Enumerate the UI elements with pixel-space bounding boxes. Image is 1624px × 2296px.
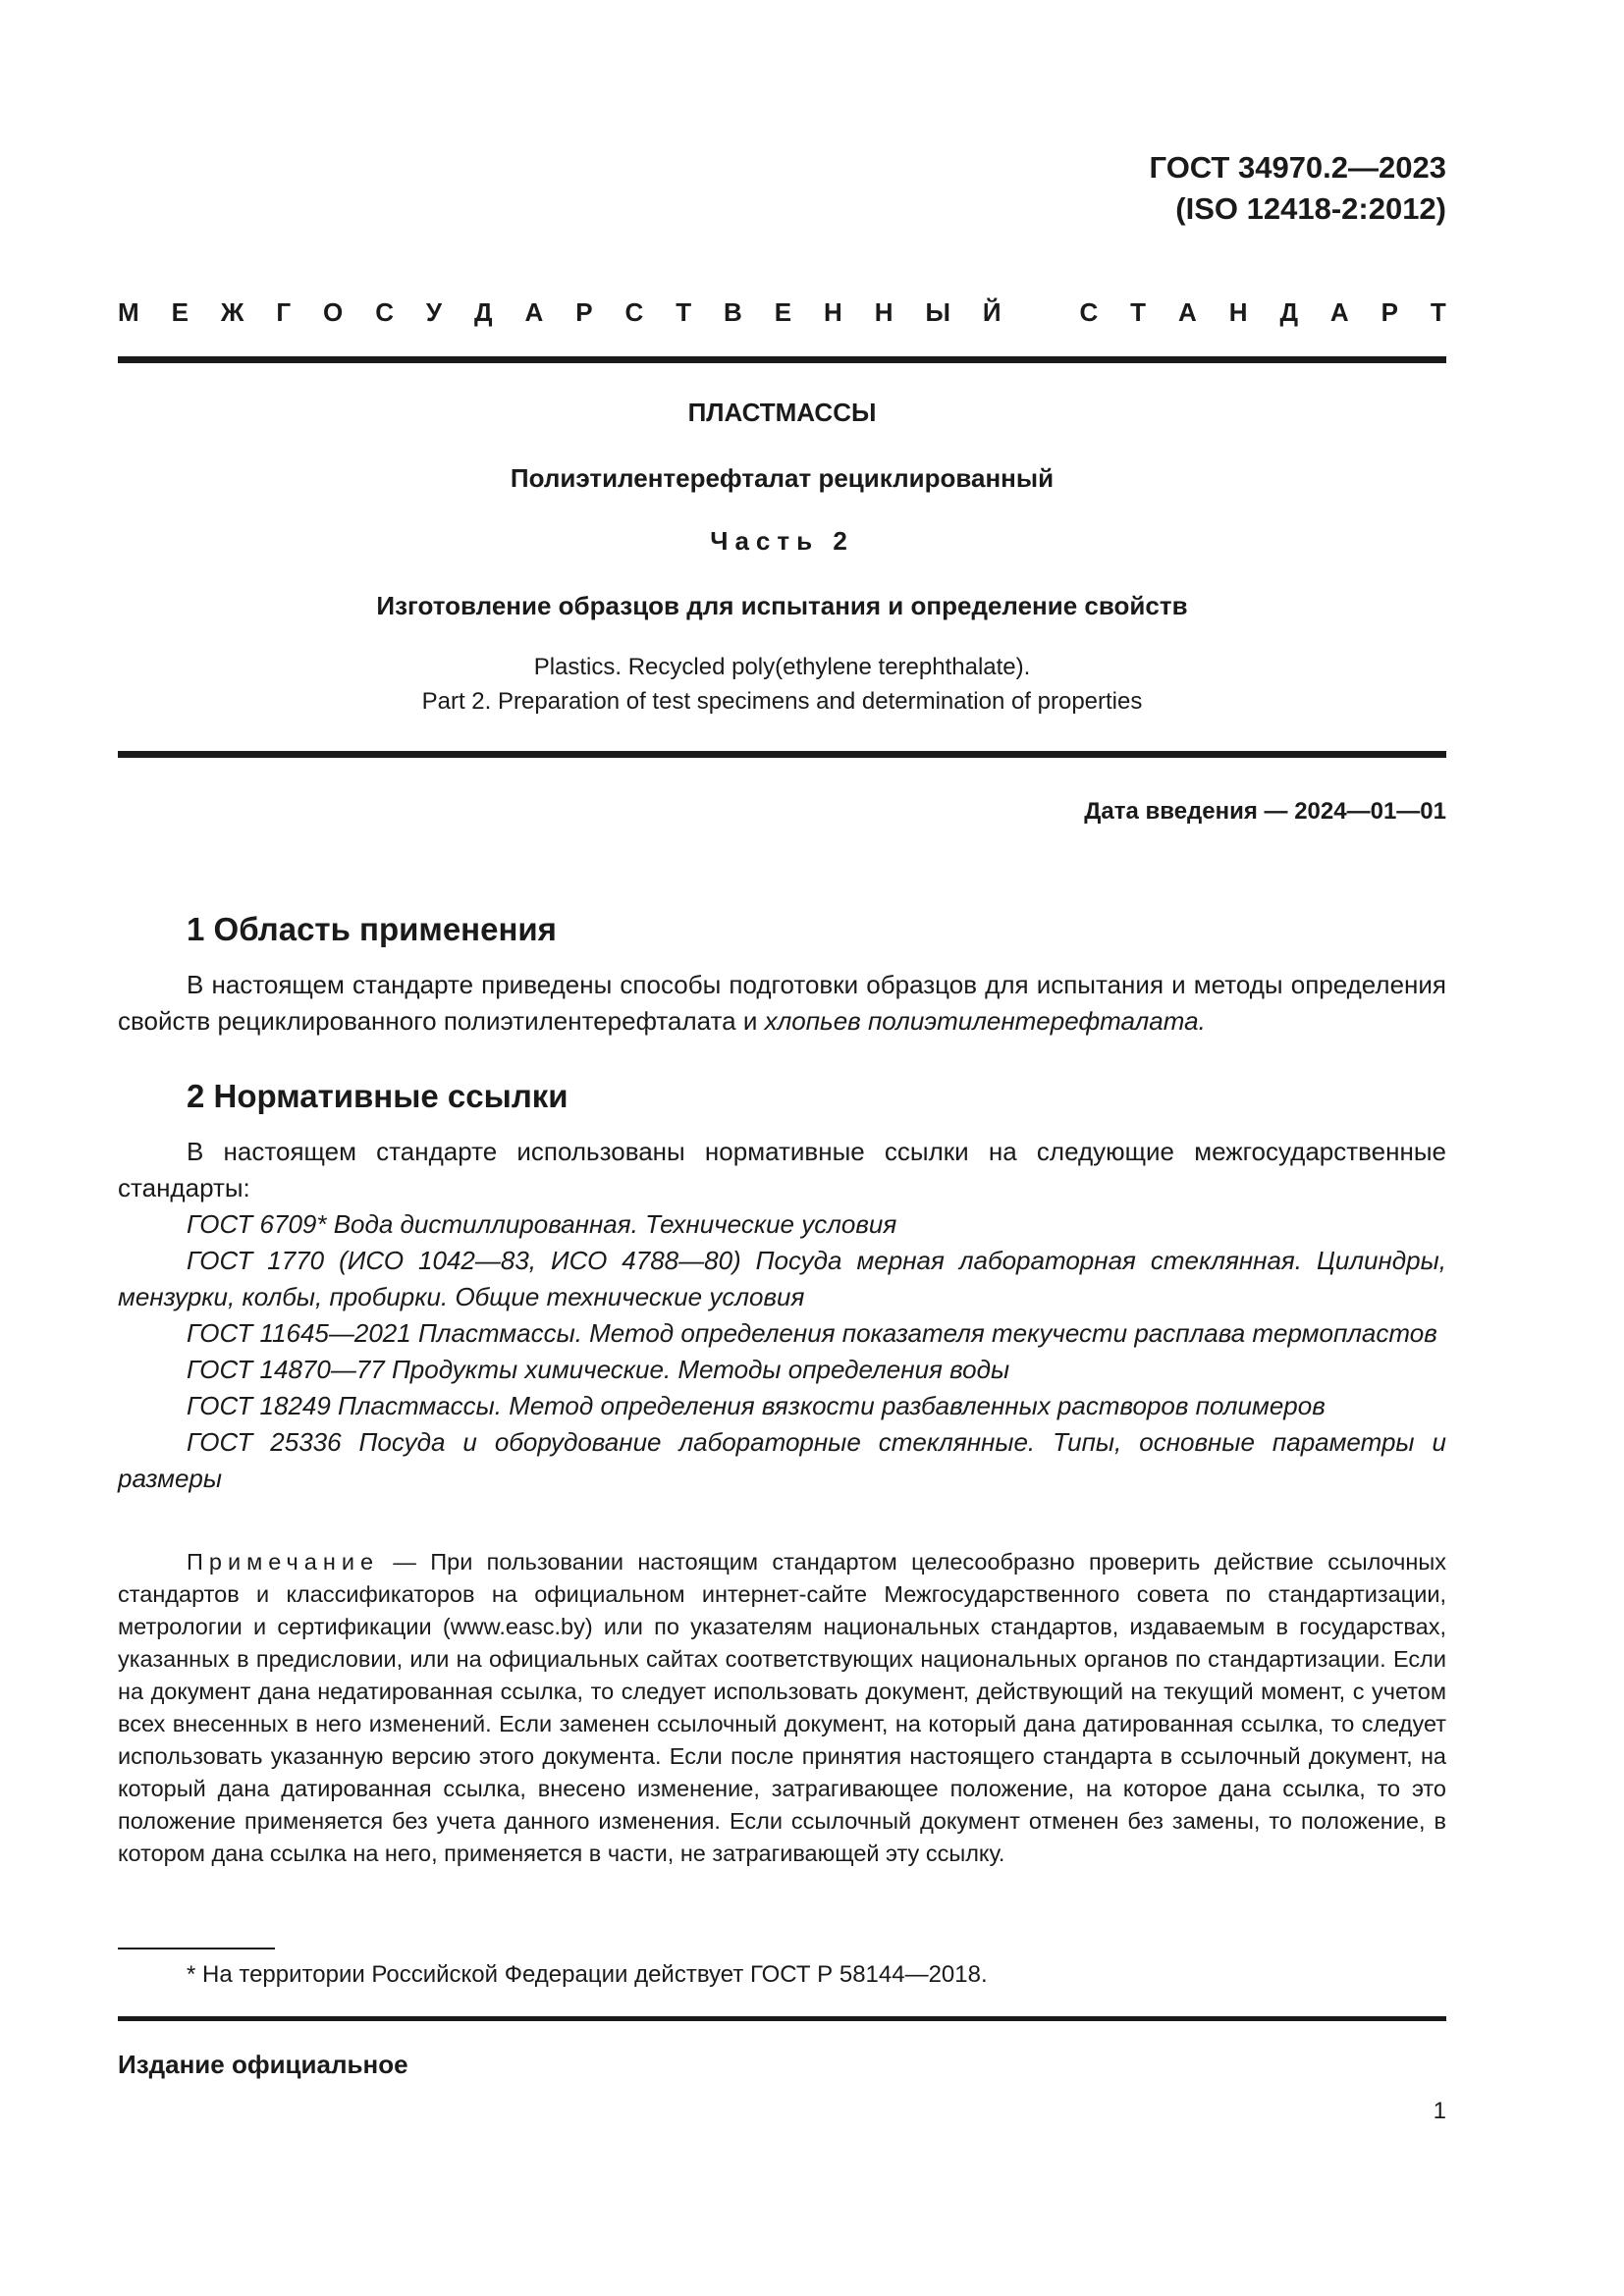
- banner-letter: С: [1079, 296, 1099, 327]
- reference-item: ГОСТ 11645—2021 Пластмассы. Метод определения показателя текучести расплава термопластов: [187, 1318, 1437, 1348]
- reference-item: ГОСТ 18249 Пластмассы. Метод определения вязкости разбавленных растворов полимеров: [187, 1391, 1326, 1420]
- interstate-standard-banner: [118, 293, 1446, 332]
- banner-letter: А: [1329, 296, 1349, 327]
- banner-letter: Ы: [925, 296, 950, 327]
- section-1-italic-text: хлопьев полиэтилентерефталата.: [764, 1006, 1206, 1036]
- banner-letter: У: [425, 296, 443, 327]
- banner-letter: Т: [1430, 296, 1446, 327]
- part-label: Часть 2: [710, 526, 854, 556]
- part-title: Изготовление образцов для испытания и определение свойств: [376, 591, 1188, 620]
- banner-letter: Н: [874, 296, 893, 327]
- page-number: 1: [1433, 2098, 1446, 2124]
- banner-letter: Н: [824, 296, 842, 327]
- banner-letter: О: [323, 296, 344, 327]
- banner-letter: Д: [474, 296, 493, 327]
- banner-letter: Й: [982, 296, 1001, 327]
- banner-letter: А: [524, 296, 544, 327]
- section-2-body: [118, 1134, 1446, 1497]
- banner-letter: М: [118, 296, 139, 327]
- banner-letter: С: [375, 296, 394, 327]
- gost-code: ГОСТ 34970.2—2023: [1149, 150, 1446, 185]
- footer-rule: [118, 2016, 1446, 2021]
- title-bottom-rule: [118, 751, 1446, 758]
- banner-letter: А: [1178, 296, 1197, 327]
- banner-letter: Ж: [220, 296, 244, 327]
- reference-item: ГОСТ 25336 Посуда и оборудование лабораторные стеклянные. Типы, основные параметры и размеры: [118, 1427, 1446, 1493]
- banner-letter: Н: [1228, 296, 1248, 327]
- banner-letter: Е: [774, 296, 792, 327]
- section-1-body: [118, 967, 1446, 1040]
- section-2-intro: В настоящем стандарте использованы нормативные ссылки на следующие межгосударственные стандарты:: [118, 1137, 1446, 1202]
- reference-item: ГОСТ 1770 (ИСО 1042—83, ИСО 4788—80) Посуда мерная лабораторная стеклянная. Цилиндры, мензурки, колбы, пробирки. Общие технические условия: [118, 1246, 1446, 1311]
- banner-letter: Т: [676, 296, 692, 327]
- english-title-line-2: Part 2. Preparation of test specimens and determination of properties: [421, 688, 1143, 715]
- section-1-heading: 1 Область применения: [187, 911, 557, 947]
- banner-letter: В: [724, 296, 742, 327]
- iso-code: (ISO 12418-2:2012): [1175, 191, 1446, 226]
- banner-letter: Р: [1380, 296, 1398, 327]
- section-2-heading: 2 Нормативные ссылки: [187, 1078, 568, 1114]
- footnote: * На территории Российской Федерации действует ГОСТ Р 58144—2018.: [187, 1961, 988, 1988]
- footnote-separator: [118, 1948, 275, 1949]
- english-title-line-1: Plastics. Recycled poly(ethylene terephthalate).: [533, 654, 1031, 680]
- official-edition-label: Издание официальное: [118, 2050, 408, 2079]
- main-title: ПЛАСТМАССЫ: [687, 398, 877, 427]
- subtitle: Полиэтилентерефталат рециклированный: [510, 463, 1055, 493]
- english-title: [118, 650, 1446, 719]
- reference-item: ГОСТ 14870—77 Продукты химические. Методы определения воды: [187, 1355, 1010, 1384]
- banner-letter: Р: [575, 296, 593, 327]
- reference-item: ГОСТ 6709* Вода дистиллированная. Технические условия: [187, 1209, 897, 1239]
- banner-letter: Д: [1279, 296, 1298, 327]
- banner-letter: Г: [276, 296, 292, 327]
- note-lead: Примечание: [187, 1549, 380, 1575]
- section-1-paragraph: [118, 967, 1446, 1040]
- banner-letter: С: [624, 296, 644, 327]
- banner-letter: Е: [171, 296, 189, 327]
- top-rule: [118, 356, 1446, 363]
- section-1-text: В настоящем стандарте приведены способы подготовки образцов для испытания и методы определения свойств рециклированного полиэтилентерефталата и: [118, 970, 1446, 1036]
- introduction-date: Дата введения — 2024—01—01: [1084, 798, 1446, 825]
- note-text: — При пользовании настоящим стандартом целесообразно проверить действие ссылочных стандартов и классификаторов на официальном интернет-сайте Межгосударственного совета по стандартизации, метрологии и сертификации (www.easc.by) или по указателям национальных стандартов, издаваемым в государствах, указанных в предисловии, или на официальных сайтах соответствующих национальных органов по стандартизации. Если на документ дана недатированная ссылка, то следует использовать документ, действующий на текущий момент, с учетом всех внесенных в него изменений. Если заменен ссылочный документ, на который дана датированная ссылка, то следует использовать указанную версию этого документа. Если после принятия настоящего стандарта в ссылочный документ, на который дана датированная ссылка, внесено изменение, затрагивающее положение, на которое дана ссылка, то это положение применяется без учета данного изменения. Если ссылочный документ отменен без замены, то положение, в котором дана ссылка на него, применяется в части, не затрагивающей эту ссылку.: [118, 1549, 1446, 1866]
- banner-letter: Т: [1130, 296, 1147, 327]
- document-code-block: [1150, 147, 1446, 230]
- note-paragraph: [118, 1546, 1446, 1870]
